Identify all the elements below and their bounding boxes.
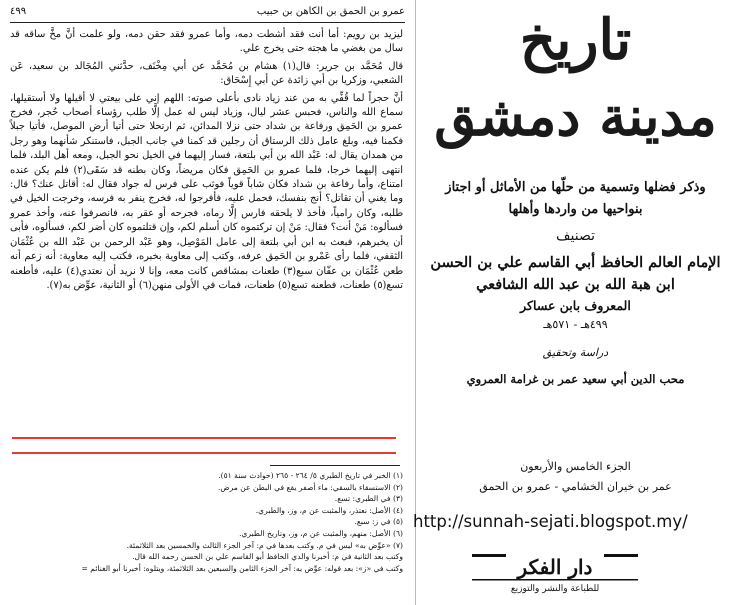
footnote: (٢) الاستسقاء بالسقي: ماء أصفر يقع في البطن عن مرض.: [218, 482, 403, 492]
red-underline-2: [12, 452, 396, 454]
footnote: (١) الخبر في تاريخ الطبري ٥/ ٢٦٤ - ٢٦٥ (حوادث سنة ٥١).: [218, 471, 403, 480]
red-underline-1: [12, 437, 396, 439]
author-line1: الإمام العالم الحافظ أبي القاسم علي بن الحسن: [430, 254, 721, 271]
footnotes: [10, 470, 403, 574]
footnote: (٥) في ز: سبع.: [354, 517, 403, 527]
footnote: وكتب في «ز»: بعد قوله: عوِّض به: آخر الجزء الثامن والسبعين بعد الثلاثمئة، ويتلوه: أخبرنا أبو الغنائم =: [81, 563, 403, 573]
page-body: [10, 28, 403, 296]
publisher-logo: [466, 548, 644, 594]
subtitle-line2: بنواحيها من واردها وأهلها: [508, 202, 643, 217]
paragraph: ليزيد بن رويم: أما أنت فقد أشطت دمه، وأما عمرو فقد حقن دمه، ولو علمت أنَّ مخَّ ساقه قد سال من بغضي ما هجته حتى يخرج علي.: [10, 29, 403, 55]
author-line2: ابن هبة الله بن عبد الله الشافعي: [476, 276, 675, 293]
footnote: وكتب بعد الثانية في م: أخبرنا والدي الحافظ أبو القاسم علي بن الحسن رحمه الله قال.: [132, 552, 403, 562]
book-title-line2: مدينة دمشق: [434, 84, 717, 148]
publisher-name: دار الفكر: [517, 555, 593, 579]
page-number: ٤٩٩: [10, 6, 27, 17]
running-head: عمرو بن الحمق بن الكاهن بن حبيب: [256, 6, 405, 17]
author-dates: ٤٩٩هـ - ٥٧١هـ: [543, 318, 608, 331]
volume-number: الجزء الخامس والأربعون: [520, 460, 631, 473]
known-as: المعروف بابن عساكر: [520, 298, 631, 313]
footnote-separator: [270, 465, 400, 466]
footnote: (٧) «عوِّض به» ليس في م. وكتب بعدها في م: آخر الجزء الثالث والخمسين بعد الثلاثمئة.: [126, 540, 403, 550]
book-title-line1: تاريخ: [519, 7, 632, 73]
publisher-logo-mark: [466, 548, 644, 594]
volume-contents: عمر بن خيران الخشامي - عمرو بن الحمق: [479, 480, 672, 493]
editor-name: محب الدين أبي سعيد عمر بن غرامة العمروي: [466, 372, 685, 386]
subtitle-line1: وذكر فضلها وتسمية من حلّها من الأماثل أو اجتاز: [445, 180, 706, 195]
authorship-label: تصنيف: [556, 228, 595, 244]
footnote: (٤) الأصل: نعتذر، والمثبت عن م، وز، والطبري.: [255, 505, 403, 515]
page-header: [10, 4, 405, 23]
paragraph: قال مُحَمَّد بن جرير: قال(١) هشام بن مُحَمَّد عن أبي مِخْنَف، حدَّثني المُجَالد بن سعيد، عَن الشعبي، وزكريا بن أبي زائدة عن أبي إِسْحَاق:: [10, 60, 404, 87]
footnote: (٣) في الطبري: تسع.: [334, 494, 403, 504]
footnote: (٦) الأصل: منهم، والمثبت عن م، وز، وتاريخ الطبري.: [239, 528, 403, 538]
publisher-tagline: للطباعة والنشر والتوزيع: [510, 584, 600, 594]
paragraph: أنَّ حجراً لما قُفِّي به من عند زياد نادى بأعلى صوته: اللهم إني على بيعتي لا أقيلها ولا أستقيلها، سماع الله والناس، فحبس عشر ليال، وزياد ليس له عمل إلَّا طلب رؤساء أصحاب حُجر، فخرج عمرو بن الحَمِق ورفاعة بن شداد حتى نزلا المدائن، ثم ارتحلا حتى أتيا أرض الموصل، فأتيا جبلاً فكمنا فيه، وبلغ عامل ذلك الرستاق أن رجلين قد كمنا في جانب الجبل، فاستنكر شأنهما وهو رجل من همدان يقال له: عَبْد الله بن أبي بلتعة، فسار إليهما في الخيل نحو الجبل، ومعه أهل البلد، فلما انتهى إليهما خرجا، فلما عمرو بن الحَمِق فكان مريضاً، وكان بطنه قد سَقَى(٢) فلم يكن عنده امتناع، وأما رفاعة بن شداد فكان شاباً قوياً فوثب على فرس له جواد فقال له: أقاتل عنك؟ قال: وما يغني أن تقاتل؟ أنج بنفسك، فحمل عليه، فأفرجوا له، فخرج ينفر به فرسه، وخرجت الخيل في طلبه، وكان رامياً، فأخذ لا يلحقه فارس إلَّا رماه، فجرحه أو عقر به، فانصرفوا عنه، وأخذ عمرو فسألوه: مَنْ أنت؟ فقال: مَنْ إن تركتموه كان أسلم لكم، وإن قتلتموه كان أضر لكم، فسألوه، فأبى أن يخبرهم، فبعث به ابن أبي بلتعة إلى عامل المَوْصِل، وهو عَبْد الرحمن بن عَبْد الله بن عُثْمَان الثقفي، فلما رأى عَمْرو بن الحَمِق عرفه، وكتب إلى معاوية بخبره، فكتب إليه معاوية: أنه زعم أنه طعن عُثْمَان بن عفّان سبع(٣) طعنات بمشاقص كانت معه، وإنا لا نريد أن نعتدي(٤) عليه، فأطعنه تسع(٥) طعنات، فطعنه تسع(٥) طعنات، فمات في الأولى منهن(٦) أو الثانية، عوِّض به(٧).: [10, 92, 404, 291]
study-label: دراسة وتحقيق: [542, 346, 609, 359]
watermark-url: http://sunnah-sejati.blogspot.my/: [413, 512, 688, 531]
